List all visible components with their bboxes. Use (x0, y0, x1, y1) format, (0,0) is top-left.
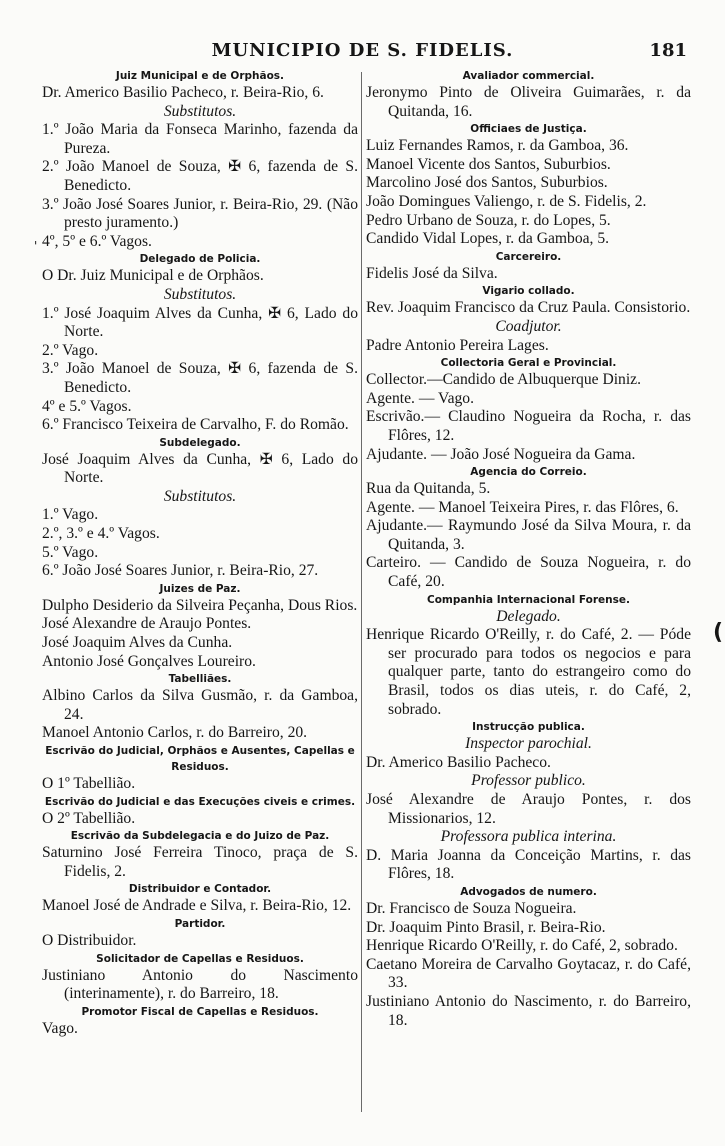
section-heading: Delegado de Policia. (139, 253, 261, 266)
directory-entry: Caetano Moreira de Carvalho Goytacaz, r. do Café, 33. (366, 955, 691, 992)
section-subheading: Substitutos. (163, 487, 237, 505)
directory-entry: Marcolino José dos Santos, Suburbios. (366, 174, 608, 192)
directory-entry: 1.º José Joaquim Alves da Cunha, ✠ 6, Lado do Norte. (42, 304, 358, 341)
section-heading: Instrucção publica. (472, 721, 585, 734)
directory-entry: Collector.—Candido de Albuquerque Diniz. (366, 371, 642, 389)
directory-entry: José Joaquim Alves da Cunha, ✠ 6, Lado do Norte. (42, 450, 358, 487)
directory-entry: 3.º João Manoel de Souza, ✠ 6, fazenda de S. Benedicto. (42, 360, 358, 396)
directory-entry: Jeronymo Pinto de Oliveira Guimarães, r. da Quitanda, 16. (366, 84, 691, 120)
directory-entry: Agente. — Vago. (366, 389, 474, 407)
directory-entry: O 1º Tabellião. (42, 775, 136, 792)
section-heading: Juizes de Paz. (159, 582, 241, 595)
section-heading: Juiz Municipal e de Orphãos. (115, 70, 285, 82)
directory-entry: Antonio José Gonçalves Loureiro. (42, 652, 256, 670)
section-heading: Escrivão do Judicial e das Execuções civeis e crimes. (44, 795, 356, 808)
section-heading: Carcereiro. (495, 250, 562, 263)
section-heading: Promotor Fiscal de Capellas e Residuos. (81, 1005, 319, 1018)
section-heading: Vigario collado. (482, 285, 575, 298)
directory-entry: Escrivão.— Claudino Nogueira da Rocha, r. das Flôres, 12. (366, 408, 691, 444)
directory-entry: Padre Antonio Pereira Lages. (366, 336, 549, 354)
section-heading: Escrivão do Judicial, Orphãos e Ausentes, Capellas e Residuos. (45, 745, 355, 773)
directory-entry: 2.º Vago. (42, 341, 99, 359)
directory-entry: D. Maria Joanna da Conceição Martins, r. das Flôres, 18. (366, 846, 691, 883)
directory-entry: Albino Carlos da Silva Gusmão, r. da Gamboa, 24. (42, 687, 358, 723)
section-heading: Solicitador de Capellas e Residuos. (96, 952, 304, 965)
section-heading: Avaliador commercial. (462, 70, 595, 82)
directory-entry: Luiz Fernandes Ramos, r. da Gamboa, 36. (366, 137, 629, 155)
section-subheading: Professor publico. (471, 772, 586, 790)
directory-entry: Dr. Joaquim Pinto Brasil, r. Beira-Rio. (366, 918, 606, 936)
directory-entry: Dulpho Desiderio da Silveira Peçanha, Dous Rios. (42, 596, 358, 614)
edge-mark: ( (712, 620, 723, 645)
column-divider (361, 72, 362, 1112)
section-heading: Officiaes de Justiça. (470, 123, 587, 136)
directory-entry: Fidelis José da Silva. (366, 264, 498, 282)
directory-entry: Ajudante.— Raymundo José da Silva Moura, r. da Quitanda, 3. (366, 517, 691, 553)
directory-entry: 4º e 5.º Vagos. (42, 397, 132, 415)
directory-entry: 6.º João José Soares Junior, r. Beira-Rio, 27. (42, 562, 319, 580)
section-heading: Companhia Internacional Forense. (427, 593, 630, 606)
section-heading: Agencia do Correio. (470, 466, 587, 479)
directory-entry: Dr. Americo Basilio Pacheco, r. Beira-Rio, 6. (42, 84, 324, 101)
directory-entry: 4º, 5º e 6.º Vagos. (42, 232, 152, 250)
right-column (366, 68, 691, 1030)
page-header (0, 40, 725, 70)
directory-entry: Rua da Quitanda, 5. (366, 480, 491, 498)
directory-entry: Manoel Vicente dos Santos, Suburbios. (366, 155, 611, 173)
section-subheading: Professora publica interina. (440, 828, 617, 846)
directory-entry: João Domingues Valiengo, r. de S. Fidelis, 2. (366, 192, 647, 210)
directory-entry: 5.º Vago. (42, 543, 99, 561)
directory-entry: 6.º Francisco Teixeira de Carvalho, F. do Romão. (42, 416, 349, 434)
left-column (42, 68, 358, 1038)
directory-entry: Manoel Antonio Carlos, r. do Barreiro, 20. (42, 724, 308, 742)
page-number: 181 (649, 40, 687, 61)
section-heading: Collectoria Geral e Provincial. (440, 357, 617, 370)
directory-entry: José Alexandre de Araujo Pontes, r. dos Missionarios, 12. (366, 791, 691, 827)
directory-entry: Justiniano Antonio do Nascimento, r. do Barreiro, 18. (366, 992, 691, 1029)
margin-mark: ' (34, 239, 38, 253)
directory-entry: O 2º Tabellião. (42, 809, 136, 827)
section-heading: Tabelliães. (168, 673, 232, 686)
directory-entry: O Dr. Juiz Municipal e de Orphãos. (42, 267, 264, 285)
section-subheading: Delegado. (496, 607, 561, 625)
directory-entry: O Distribuidor. (42, 931, 137, 949)
directory-entry: Saturnino José Ferreira Tinoco, praça de S. Fidelis, 2. (42, 844, 358, 880)
directory-entry: Manoel José de Andrade e Silva, r. Beira-Rio, 12. (42, 897, 352, 915)
directory-entry: 2.º, 3.º e 4.º Vagos. (42, 525, 160, 543)
directory-entry: 3.º João José Soares Junior, r. Beira-Rio, 29. (Não presto juramento.) (42, 195, 358, 232)
section-heading: Advogados de numero. (460, 885, 597, 898)
section-subheading: Substitutos. (163, 285, 237, 303)
section-subheading: Substitutos. (163, 102, 237, 120)
section-subheading: Inspector parochial. (465, 735, 592, 753)
directory-entry: Ajudante. — João José Nogueira da Gama. (366, 445, 636, 463)
section-heading: Subdelegado. (159, 436, 241, 449)
directory-entry: José Joaquim Alves da Cunha. (42, 634, 233, 652)
directory-entry: Vago. (42, 1019, 78, 1037)
directory-entry: 1.º Vago. (42, 506, 99, 524)
section-heading: Escrivão da Subdelegacia e do Juizo de Paz. (70, 830, 330, 843)
section-subheading: Coadjutor. (495, 317, 562, 335)
section-heading: Partidor. (174, 917, 226, 930)
directory-entry: Justiniano Antonio do Nascimento (interinamente), r. do Barreiro, 18. (42, 966, 358, 1003)
directory-entry: Agente. — Manoel Teixeira Pires, r. das Flôres, 6. (366, 498, 679, 516)
directory-entry: Henrique Ricardo O'Reilly, r. do Café, 2. — Póde ser procurado para todos os negocios e para qualquer parte, tanto do estrangeiro como do Brasil, todos os dias uteis, r. do Café, 2, sobrado. (366, 626, 691, 718)
directory-entry: Carteiro. — Candido de Souza Nogueira, r. do Café, 20. (366, 554, 691, 591)
directory-entry: Dr. Americo Basilio Pacheco. (366, 753, 551, 771)
directory-entry: Candido Vidal Lopes, r. da Gamboa, 5. (366, 230, 610, 248)
running-title: MUNICIPIO DE S. FIDELIS. (211, 40, 514, 61)
directory-entry: Dr. Francisco de Souza Nogueira. (366, 899, 577, 917)
section-heading: Distribuidor e Contador. (128, 883, 272, 896)
directory-entry: Pedro Urbano de Souza, r. do Lopes, 5. (366, 211, 611, 229)
directory-entry: Henrique Ricardo O'Reilly, r. do Café, 2, sobrado. (366, 937, 678, 955)
directory-entry: Rev. Joaquim Francisco da Cruz Paula. Consistorio. (366, 299, 691, 317)
directory-entry: 1.º João Maria da Fonseca Marinho, fazenda da Pureza. (42, 121, 358, 157)
directory-entry: 2.º João Manoel de Souza, ✠ 6, fazenda de S. Benedicto. (42, 158, 358, 194)
directory-entry: José Alexandre de Araujo Pontes. (42, 615, 252, 633)
